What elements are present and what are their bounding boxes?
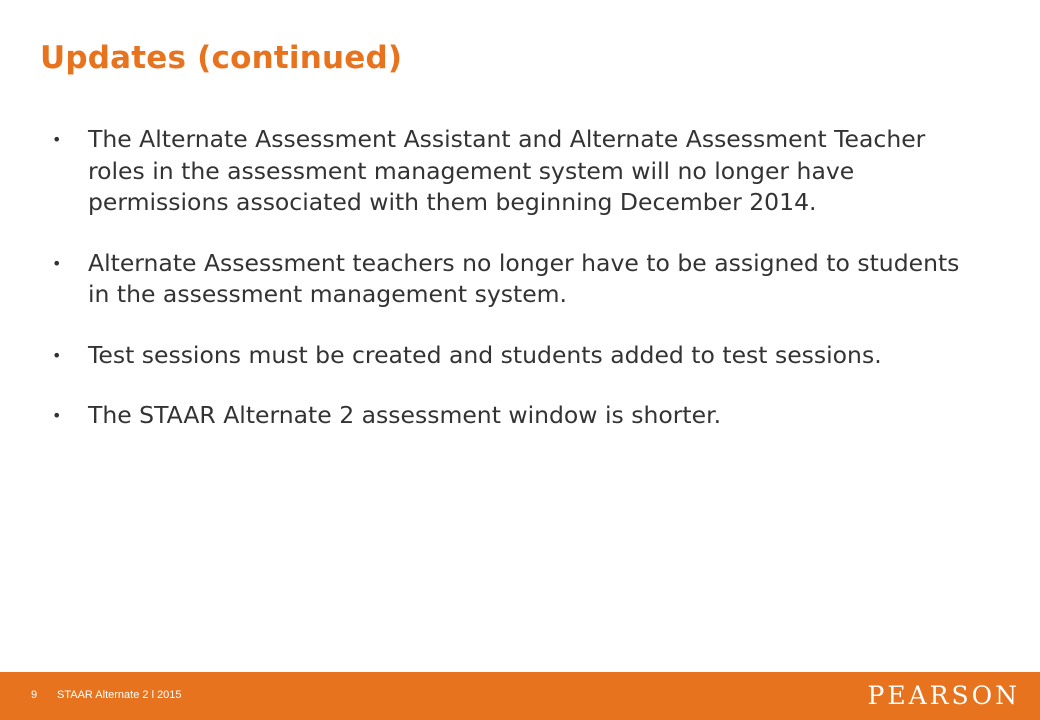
bullet-item (52, 400, 982, 432)
bullet-item (52, 248, 982, 311)
bullet-text: The Alternate Assessment Assistant and Alternate Assessment Teacher roles in the assessment management system will no longer have permissions associated with them beginning December 2014. (88, 125, 926, 216)
bullet-icon: • (52, 345, 62, 365)
bullet-list (52, 124, 982, 461)
pearson-logo: PEARSON (867, 681, 1020, 710)
slide-title: Updates (continued) (40, 40, 403, 76)
bullet-icon: • (52, 130, 62, 149)
bullet-text: Alternate Assessment teachers no longer have to be assigned to students in the assessment management system. (88, 248, 960, 308)
page-number: 9 (31, 689, 38, 701)
bullet-text: The STAAR Alternate 2 assessment window is shorter. (88, 401, 722, 429)
bullet-icon: • (52, 406, 62, 425)
bullet-icon: • (52, 253, 62, 273)
footer-bar (0, 672, 1040, 720)
bullet-text: Test sessions must be created and students added to test sessions. (88, 340, 882, 369)
footer-caption: STAAR Alternate 2 l 2015 (57, 689, 182, 701)
bullet-item (52, 124, 982, 219)
bullet-item (52, 340, 982, 372)
